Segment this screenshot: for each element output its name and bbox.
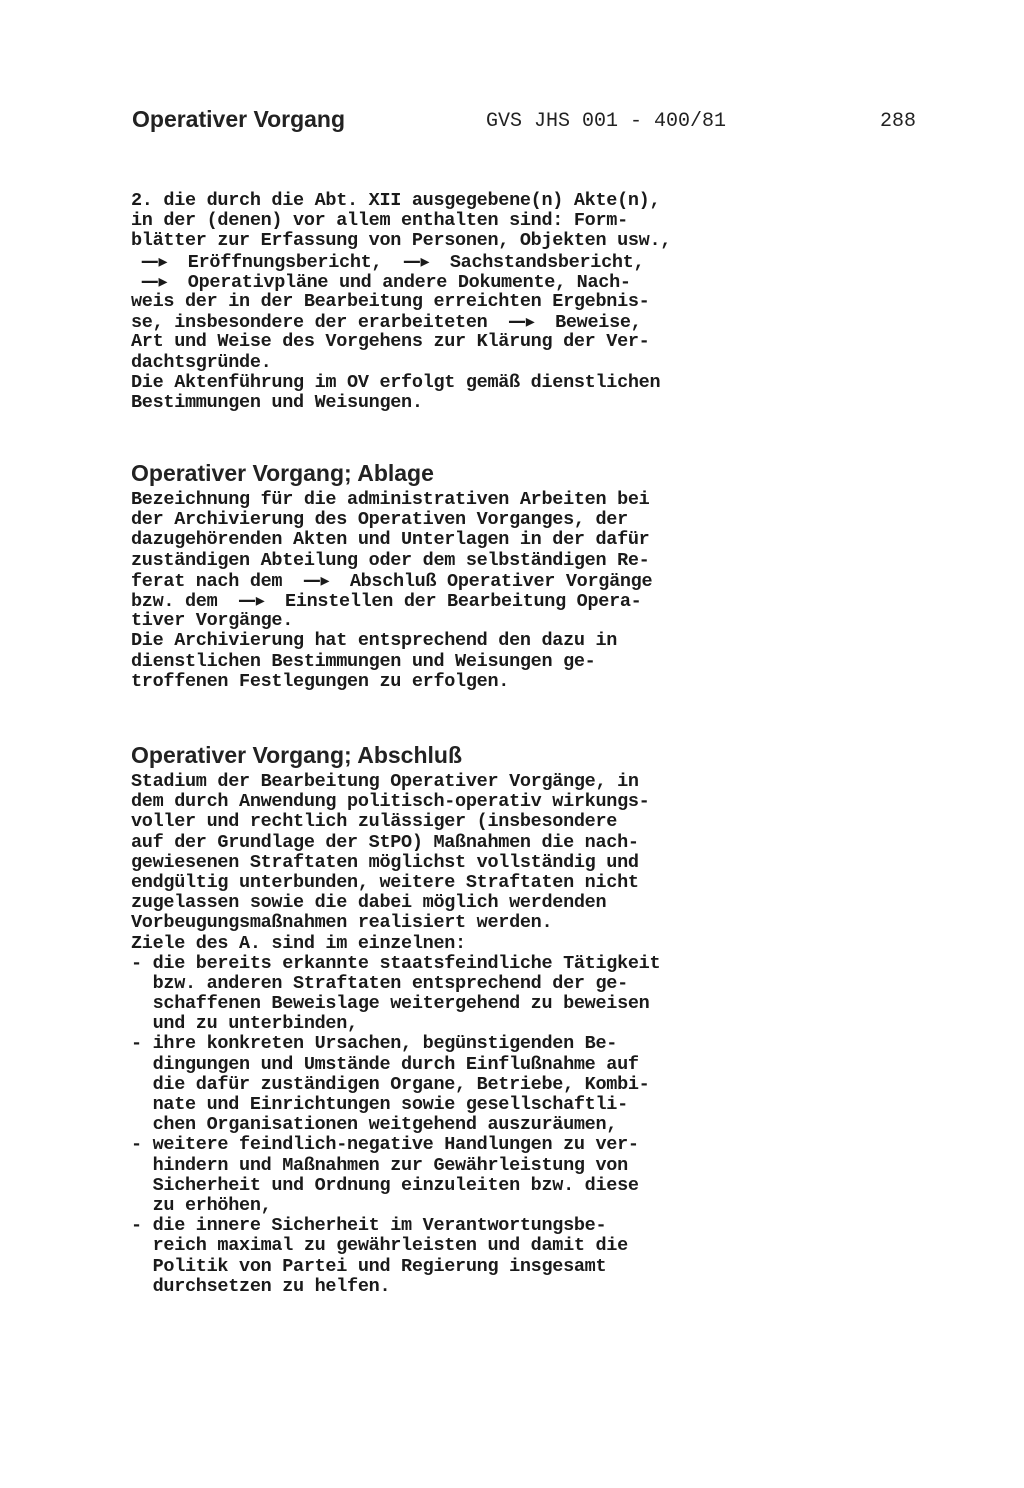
text-segment: bzw. anderen Straftaten entsprechend der ge- — [131, 972, 628, 994]
text-line — [131, 490, 771, 510]
text-segment: dazugehörenden Akten und Unterlagen in der dafür — [131, 529, 650, 551]
text-segment: der Archivierung des Operativen Vorganges, der — [131, 509, 628, 531]
cross-reference-arrow-icon: —▸ — [238, 589, 265, 611]
text-line — [131, 191, 771, 211]
text-segment: - weitere feindlich-negative Handlungen zu ver- — [131, 1134, 639, 1156]
section-intro — [131, 191, 771, 413]
section-ablage-heading: Operativer Vorgang; Ablage — [131, 460, 434, 486]
text-line — [131, 332, 771, 352]
text-segment: dienstlichen Bestimmungen und Weisungen ge- — [131, 650, 596, 672]
text-line — [131, 611, 771, 631]
text-segment: Abschluß Operativer Vorgänge — [339, 570, 653, 592]
text-segment: schaffenen Beweislage weitergehend zu beweisen — [131, 993, 650, 1015]
text-segment: Stadium der Bearbeitung Operativer Vorgänge, in — [131, 771, 639, 792]
text-segment: Beweise, — [544, 312, 642, 334]
text-segment: weis der in der Bearbeitung erreichten Ergebnis- — [131, 290, 650, 312]
text-line — [131, 591, 771, 611]
text-line — [131, 1176, 771, 1196]
text-line — [131, 1196, 771, 1216]
text-segment: zugelassen sowie die dabei möglich werdenden — [131, 892, 607, 914]
text-segment: Die Aktenführung im OV erfolgt gemäß dienstlichen — [131, 371, 661, 393]
header-title: Operativer Vorgang — [132, 106, 346, 132]
text-line — [131, 231, 771, 251]
text-segment: dingungen und Umstände durch Einflußnahme auf — [131, 1053, 639, 1075]
text-segment: dachtsgründe. — [131, 351, 272, 373]
page-number: 288 — [880, 110, 917, 133]
text-segment: tiver Vorgänge. — [131, 610, 294, 632]
text-segment: Die Archivierung hat entsprechend den dazu in — [131, 630, 618, 652]
text-line — [131, 893, 771, 913]
text-line — [131, 812, 771, 832]
text-segment: Ziele des A. sind im einzelnen: — [131, 932, 466, 954]
section-ablage-text — [131, 490, 771, 692]
text-line — [131, 1034, 771, 1054]
text-line — [131, 1156, 771, 1176]
text-segment: Sachstandsbericht, — [439, 251, 645, 273]
cross-reference-arrow-icon: —▸ — [140, 270, 168, 292]
text-line — [131, 1075, 771, 1095]
text-segment: - die bereits erkannte staatsfeindliche Tätigkeit — [131, 952, 661, 974]
text-line — [131, 530, 771, 550]
text-segment: durchsetzen zu helfen. — [131, 1275, 391, 1297]
text-line — [131, 792, 771, 812]
text-line — [131, 631, 771, 651]
text-line — [131, 934, 771, 954]
cross-reference-arrow-icon: —▸ — [402, 250, 430, 272]
text-segment: Bestimmungen und Weisungen. — [131, 391, 423, 413]
text-segment: Politik von Partei und Regierung insgesamt — [131, 1255, 607, 1277]
text-segment: nate und Einrichtungen sowie gesellschaftli- — [131, 1094, 628, 1115]
text-segment: Art und Weise des Vorgehens zur Klärung der Ver- — [131, 331, 650, 353]
text-line — [131, 272, 771, 292]
text-line — [131, 1236, 771, 1256]
text-segment: Operativpläne und andere Dokumente, Nach- — [177, 271, 631, 293]
section-abschluss-text — [131, 772, 771, 1297]
text-line — [131, 772, 771, 792]
text-segment: Eröffnungsbericht, — [177, 251, 394, 273]
text-line — [131, 1014, 771, 1034]
text-line — [131, 353, 771, 373]
text-segment: Bezeichnung für die administrativen Arbeiten bei — [131, 489, 650, 510]
text-line — [131, 393, 771, 413]
text-segment: Sicherheit und Ordnung einzuleiten bzw. diese — [131, 1174, 639, 1196]
cross-reference-arrow-icon: —▸ — [302, 569, 330, 591]
section-intro-text — [131, 191, 771, 413]
text-segment: 2. die durch die Abt. XII ausgegebene(n) Akte(n), — [131, 190, 661, 211]
text-line — [131, 974, 771, 994]
text-segment: - ihre konkreten Ursachen, begünstigenden Be- — [131, 1033, 618, 1055]
text-line — [131, 312, 771, 332]
text-segment: auf der Grundlage der StPO) Maßnahmen die nach- — [131, 831, 639, 853]
text-segment: die dafür zuständigen Organe, Betriebe, Kombi- — [131, 1073, 650, 1095]
text-segment: chen Organisationen weitgehend auszuräumen, — [131, 1114, 618, 1136]
text-segment: zuständigen Abteilung oder dem selbständigen Re- — [131, 549, 650, 571]
section-abschluss — [131, 740, 771, 1297]
text-segment: Einstellen der Bearbeitung Opera- — [274, 590, 642, 612]
text-line — [131, 211, 771, 231]
text-line — [131, 994, 771, 1014]
text-segment: Vorbeugungsmaßnahmen realisiert werden. — [131, 912, 553, 934]
text-line — [131, 1095, 771, 1115]
text-line — [131, 1055, 771, 1075]
text-segment: endgültig unterbunden, weitere Straftaten nicht — [131, 871, 639, 893]
text-line — [131, 954, 771, 974]
text-segment: voller und rechtlich zulässiger (insbesondere — [131, 811, 618, 833]
text-line — [131, 551, 771, 571]
text-line — [131, 1115, 771, 1135]
section-ablage — [131, 458, 771, 692]
text-line — [131, 833, 771, 853]
text-segment: se, insbesondere der erarbeiteten — [131, 312, 499, 334]
text-line — [131, 672, 771, 692]
cross-reference-arrow-icon: —▸ — [508, 311, 535, 333]
text-segment: zu erhöhen, — [131, 1194, 272, 1216]
text-line — [131, 853, 771, 873]
text-line — [131, 252, 771, 272]
text-segment: gewiesenen Straftaten möglichst vollständig und — [131, 851, 639, 873]
text-line — [131, 292, 771, 312]
text-segment: - die innere Sicherheit im Verantwortungsbe- — [131, 1215, 607, 1237]
text-segment: in der (denen) vor allem enthalten sind: Form- — [131, 210, 628, 232]
text-segment: ferat nach dem — [131, 570, 294, 592]
text-line — [131, 873, 771, 893]
header-reference: GVS JHS 001 - 400/81 — [486, 110, 727, 133]
text-segment: bzw. dem — [131, 590, 229, 612]
cross-reference-arrow-icon: —▸ — [140, 250, 168, 272]
text-line — [131, 1135, 771, 1155]
text-line — [131, 1257, 771, 1277]
text-line — [131, 571, 771, 591]
text-segment: und zu unterbinden, — [131, 1013, 358, 1035]
text-segment: dem durch Anwendung politisch-operativ wirkungs- — [131, 791, 650, 813]
text-segment: troffenen Festlegungen zu erfolgen. — [131, 670, 510, 692]
text-line — [131, 652, 771, 672]
text-line — [131, 913, 771, 933]
text-line — [131, 510, 771, 530]
text-segment: reich maximal zu gewährleisten und damit die — [131, 1235, 628, 1257]
text-line — [131, 1277, 771, 1297]
text-line — [131, 1216, 771, 1236]
text-line — [131, 373, 771, 393]
section-abschluss-heading: Operativer Vorgang; Abschluß — [131, 742, 462, 768]
text-segment: hindern und Maßnahmen zur Gewährleistung von — [131, 1154, 628, 1176]
text-segment: blätter zur Erfassung von Personen, Objekten usw., — [131, 230, 672, 252]
